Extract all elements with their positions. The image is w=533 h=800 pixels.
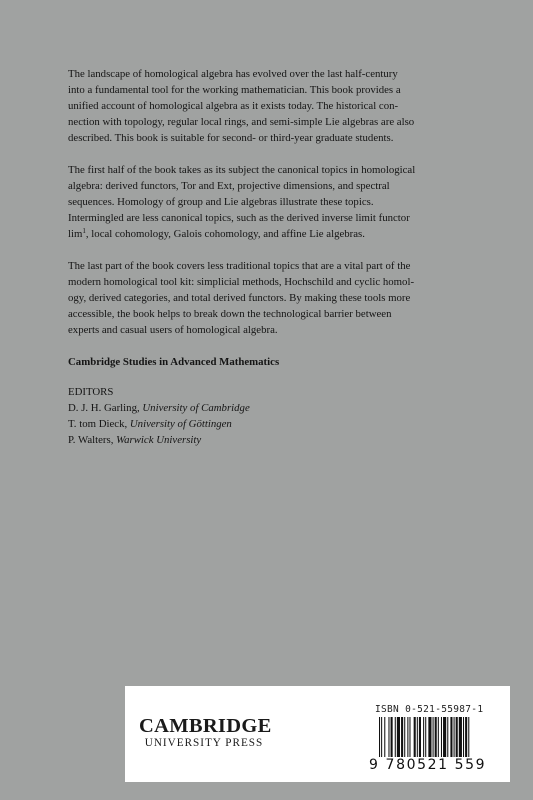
paragraph-1 bbox=[68, 66, 488, 146]
editor-affiliation: Warwick University bbox=[116, 434, 202, 446]
editors-heading: EDITORS bbox=[68, 386, 114, 398]
editor-name: D. J. H. Garling, bbox=[68, 402, 140, 414]
text-line-lim bbox=[68, 226, 488, 242]
text-line: sequences. Homology of group and Lie algebras illustrate these topics. bbox=[68, 196, 374, 208]
publisher-subname: UNIVERSITY PRESS bbox=[144, 737, 264, 749]
isbn-label: ISBN 0-521-55987-1 bbox=[375, 704, 484, 715]
blurb bbox=[68, 66, 488, 448]
editor-entry bbox=[68, 432, 488, 448]
lim-symbol: lim bbox=[68, 228, 83, 240]
text-line: modern homological tool kit: simplicial methods, Hochschild and cyclic homol- bbox=[68, 276, 415, 288]
lim-line-rest: , local cohomology, Galois cohomology, and affine Lie algebras. bbox=[85, 228, 365, 240]
paragraph-3 bbox=[68, 258, 488, 338]
text-line: into a fundamental tool for the working mathematician. This book provides a bbox=[68, 84, 401, 96]
publisher-logo bbox=[139, 715, 272, 750]
barcode-digits: 9 780521 559 bbox=[369, 757, 487, 773]
text-line: nection with topology, regular local rings, and semi-simple Lie algebras are also bbox=[68, 116, 415, 128]
editor-name: P. Walters, bbox=[68, 434, 114, 446]
text-line: experts and casual users of homological algebra. bbox=[68, 324, 278, 336]
lim-superscript: 1 bbox=[82, 227, 86, 235]
paragraph-2 bbox=[68, 162, 488, 242]
text-line: described. This book is suitable for second- or third-year graduate students. bbox=[68, 132, 394, 144]
text-line: algebra: derived functors, Tor and Ext, projective dimensions, and spectral bbox=[68, 180, 390, 192]
text-line: accessible, the book helps to break down the technological barrier between bbox=[68, 308, 392, 320]
publisher-box bbox=[125, 686, 510, 782]
editor-affiliation: University of Cambridge bbox=[142, 402, 250, 414]
editor-entry bbox=[68, 416, 488, 432]
text-line: The last part of the book covers less traditional topics that are a vital part of the bbox=[68, 260, 411, 272]
editor-entry bbox=[68, 400, 488, 416]
text-line: unified account of homological algebra as it exists today. The historical con- bbox=[68, 100, 399, 112]
text-line: ogy, derived categories, and total derived functors. By making these tools more bbox=[68, 292, 411, 304]
editor-name: T. tom Dieck, bbox=[68, 418, 128, 430]
publisher-name: CAMBRIDGE bbox=[139, 715, 272, 737]
text-line: The landscape of homological algebra has evolved over the last half-century bbox=[68, 68, 398, 80]
text-line: The first half of the book takes as its subject the canonical topics in homological bbox=[68, 164, 416, 176]
editors-block bbox=[68, 384, 488, 448]
editor-affiliation: University of Göttingen bbox=[129, 418, 232, 430]
text-line: Intermingled are less canonical topics, such as the derived inverse limit functor bbox=[68, 212, 410, 224]
series-title: Cambridge Studies in Advanced Mathematics bbox=[68, 356, 280, 368]
